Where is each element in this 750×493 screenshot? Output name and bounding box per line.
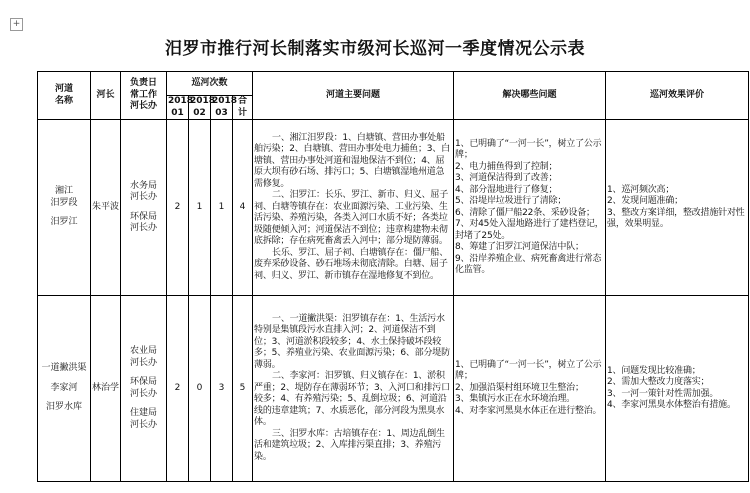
table-row <box>38 296 749 482</box>
count-month-2: 1 <box>189 120 211 296</box>
header-total: 合 计 <box>233 96 253 120</box>
count-month-3: 3 <box>211 296 233 482</box>
header-daily-chief: 负责日 常工作 河长办 <box>121 72 167 120</box>
office-cell: 农业局 河长办 环保局 河长办 住建局 河长办 <box>121 296 167 482</box>
office-cell: 水务局 河长办 环保局 河长办 <box>121 120 167 296</box>
evaluation-cell: 1、巡河频次高； 2、发现问题准确； 3、整改方案详细，整改措施针对性强，效果明显。 <box>606 120 749 296</box>
page-title: 汨罗市推行河长制落实市级河长巡河一季度情况公示表 <box>165 39 585 59</box>
header-month-1: 2018 01 <box>168 96 194 118</box>
chief-cell: 朱平波 <box>91 120 121 296</box>
table-row <box>38 120 749 296</box>
header-month-3: 2018 03 <box>212 96 238 118</box>
header-evaluation: 巡河效果评价 <box>606 72 749 120</box>
river-names-cell: 湘江 汨罗段 汨罗江 <box>38 120 91 296</box>
count-month-1: 2 <box>167 120 189 296</box>
table-anchor-icon: + <box>10 18 23 31</box>
count-total: 5 <box>233 296 253 482</box>
header-river-name: 河道 名称 <box>38 72 91 120</box>
problems-cell: 一、一道撇洪渠：汨罗镇存在：1、生活污水特别是集镇段污水直排入河；2、河道保洁不到位；3、河道淤积段较多；4、水土保持破坏段较多；5、养殖业污染、农业面源污染；6、部分堤防薄弱。 二、李家河：汨罗镇、归义镇存在：1、淤积严重；2、堤防存在薄弱环节；3、入河口和排污口较多；4、有养殖污染；5、乱倒垃圾；6、河道沿线的违章建筑；7、水质恶化，部分河段为黑臭水体。 三、汨罗水库：古培镇存在：1、周边乱倒生活和建筑垃圾；2、入库排污渠直排；3、养殖污染。 <box>253 296 454 482</box>
header-main-problems: 河道主要问题 <box>253 72 454 120</box>
count-month-3: 1 <box>211 120 233 296</box>
header-river-chief: 河长 <box>91 72 121 120</box>
header-month-2: 2018 02 <box>190 96 216 118</box>
evaluation-cell: 1、问题发现比较准确； 2、需加大整改力度落实； 3、一河一策针对性需加强。 4、李家河黑臭水体整治有措施。 <box>606 296 749 482</box>
header-solved: 解决哪些问题 <box>454 72 606 120</box>
solved-cell: 1、已明确了“一河一长”，树立了公示牌； 2、加强沿渠村组环境卫生整治； 3、集镇污水正在水环境治理。 4、对李家河黑臭水体正在进行整治。 <box>454 296 606 482</box>
header-patrol-count: 巡河次数 <box>167 72 253 96</box>
solved-cell: 1、已明确了“一河一长”，树立了公示牌； 2、电力捕鱼得到了控制； 3、河道保洁得到了改善； 4、部分湿地进行了修复； 5、沿堤岸垃圾进行了清除； 6、清除了僵尸船22条、采砂设备； 7、对45处入湿地路进行了建档登记，封堵了25处。 8、筹建了汨罗江河道保洁中队； 9、沿岸养殖企业、病死畜禽进行常态化监管。 <box>454 120 606 296</box>
problems-cell: 一、湘江汨罗段：1、白塘镇、营田办事处船舶污染；2、白塘镇、营田办事处电力捕鱼；3、白塘镇、营田办事处河道和湿地保洁不到位；4、屈原大坝有砂石场、排污口；5、白塘镇湿地州道急需修复。 二、汨罗江：长乐、罗江、新市、归义、屈子祠、白塘等镇存在：农业面源污染、工业污染、生活污染、养殖污染，各类入河口水质不好；各类垃圾随便倾入河；河道保洁不到位；违章构建物未彻底拆除；存在病死畜禽丢入河中；部分堤防薄弱。 长乐、罗江、屈子祠、白塘镇存在：僵尸船、废弃采砂设备、砂石堆场未彻底清除。白塘、屈子祠、归义、罗江、新市镇存在湿地修复不到位。 <box>253 120 454 296</box>
count-month-2: 0 <box>189 296 211 482</box>
chief-cell: 林治学 <box>91 296 121 482</box>
river-patrol-table <box>37 71 749 482</box>
river-names-cell: 一道撇洪渠 李家河 汨罗水库 <box>38 296 91 482</box>
count-total: 4 <box>233 120 253 296</box>
count-month-1: 2 <box>167 296 189 482</box>
